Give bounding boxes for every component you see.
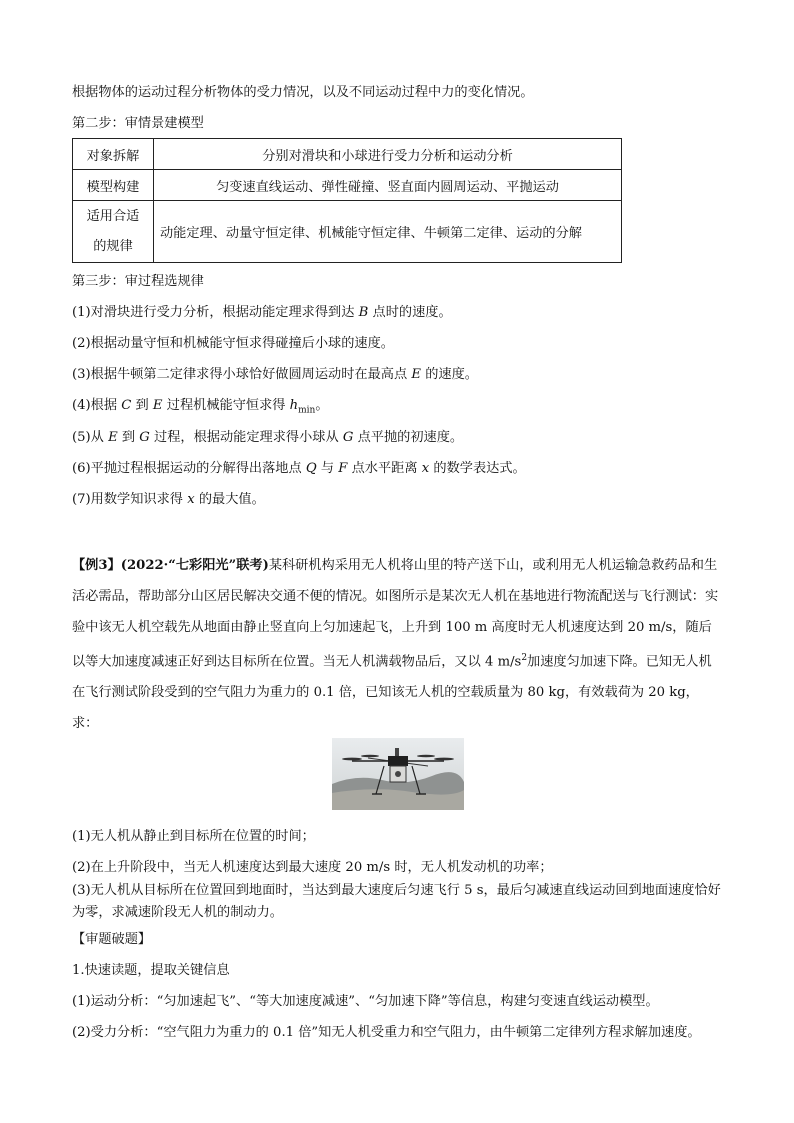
- step3-title: 第三步：审过程选规律: [72, 274, 204, 289]
- example-paragraph: 【例3】(2022·“七彩阳光”联考)某科研机构采用无人机将山里的特产送下山，或利用无人机运输急救药品和生活必需品，帮助部分山区居民解决交通不便的情况。如图所示是某次无人机在基地进行物流配送与飞行测试：实验中该无人机空载先从地面由静止竖直向上匀加速起飞，上升到 100 m 高度时无人机速度达到 20 m/s，随后以等大加速度减速正好到达目标所在位置。当无人机满载物品后，又以 4 $m/s^2$加速度匀加速下降。已知无人机在飞行测试阶段受到的空气阻力为重力的 0.1 倍，已知该无人机的空载质量为 80 kg，有效载荷为 20 kg，求：: [72, 558, 719, 732]
- question-3: (3)无人机从目标所在位置回到地面时，当达到最大速度后匀速飞行 5 s，最后匀减速直线运动回到地面速度恰好为零，求减速阶段无人机的制动力。: [72, 883, 721, 920]
- table-head-line: 的规律: [93, 238, 133, 254]
- step-item: (1)对滑块进行受力分析，根据动能定理求得到达 B 点时的速度。: [72, 305, 452, 320]
- step-item: (3)根据牛顿第二定律求得小球恰好做圆周运动时在最高点 E 的速度。: [72, 367, 478, 382]
- example-tag: 【例3】(2022·“七彩阳光”联考): [72, 558, 269, 573]
- table-cell: 分别对滑块和小球进行受力分析和运动分析: [154, 139, 622, 170]
- table-head: 模型构建: [73, 170, 154, 201]
- table-head: [73, 201, 154, 263]
- table-row: [73, 201, 622, 263]
- table-row: [73, 139, 622, 170]
- analysis-item: (1)运动分析：“匀加速起飞”、“等大加速度减速”、“匀加速下降”等信息，构建匀变速直线运动模型。: [72, 994, 659, 1009]
- analysis-item: 1.快速读题，提取关键信息: [72, 963, 230, 978]
- question-1: (1)无人机从静止到目标所在位置的时间；: [72, 829, 315, 844]
- model-table: [72, 138, 622, 263]
- table-head-line: 适用合适: [86, 208, 140, 224]
- table-row: [73, 170, 622, 201]
- step-item: (7)用数学知识求得 x 的最大值。: [72, 492, 265, 507]
- table-cell: 匀变速直线运动、弹性碰撞、竖直面内圆周运动、平抛运动: [154, 170, 622, 201]
- intro-text: 根据物体的运动过程分析物体的受力情况，以及不同运动过程中力的变化情况。: [72, 85, 534, 100]
- table-cell: 动能定理、动量守恒定律、机械能守恒定律、牛顿第二定律、运动的分解: [154, 201, 622, 263]
- step-item: (6)平抛过程根据运动的分解得出落地点 Q 与 F 点水平距离 x 的数学表达式。: [72, 461, 526, 476]
- question-2: (2)在上升阶段中，当无人机速度达到最大速度 20 m/s 时，无人机发动机的功率；: [72, 860, 553, 875]
- drone-photo: [332, 738, 464, 810]
- step-item: (5)从 E 到 G 过程，根据动能定理求得小球从 G 点平抛的初速度。: [72, 430, 464, 445]
- step-item: (2)根据动量守恒和机械能守恒求得碰撞后小球的速度。: [72, 336, 394, 351]
- table-head: 对象拆解: [73, 139, 154, 170]
- analysis-item: (2)受力分析：“空气阻力为重力的 0.1 倍”知无人机受重力和空气阻力，由牛顿第二定律列方程求解加速度。: [72, 1025, 701, 1040]
- step2-title: 第二步：审情景建模型: [72, 116, 204, 131]
- analysis-title: 【审题破题】: [72, 932, 152, 947]
- step-item: (4)根据 C 到 E 过程机械能守恒求得 $h_{min}$。: [72, 398, 329, 416]
